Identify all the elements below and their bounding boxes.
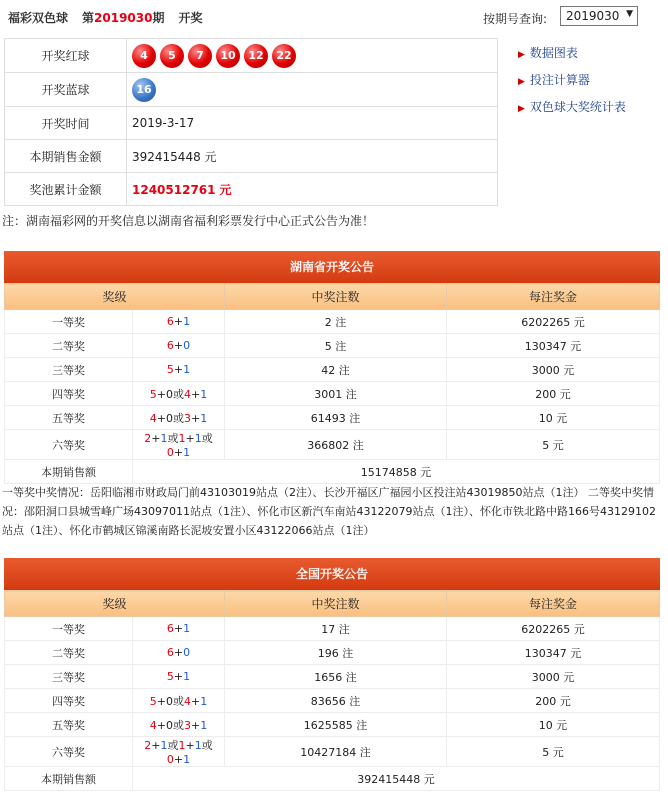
lottery-name: 福彩双色球 [8,11,69,25]
pool-label: 奖池累计金额 [5,173,127,206]
period-select-value: 2019030 [566,9,620,23]
match-rule: 5+0或4+1 [133,382,225,406]
period-suffix: 期 [152,11,165,25]
sales-amount: 392415448 元 [127,140,498,173]
chevron-down-icon: ▼ [626,9,633,19]
link-prize-stats[interactable]: ▶ 双色球大奖统计表 [518,100,626,114]
triangle-right-icon: ▶ [518,77,525,87]
col-header-prize: 每注奖金 [447,591,660,617]
match-rule: 5+0或4+1 [133,689,225,713]
match-rule: 5+1 [133,665,225,689]
red-ball: 10 [216,44,240,68]
sales-row-value: 15174858 元 [133,460,660,484]
winner-details: 一等奖中奖情况：岳阳临湘市财政局门前43103019站点（2注）、长沙开福区广福园小区投注站43019850站点（1注） 二等奖中奖情况：邵阳洞口县城雪峰广场43097011站点（1注）、怀化市区新汽车南站43122079站点（1注）、怀化市铁北路中路166号43129102站点（1注）、怀化市鹤城区锦溪南路长泥坡安置小区43122066站点（1注） [2,486,656,537]
table-row: 三等奖 5+1 42 注 3000 元 [5,358,660,382]
link-data-chart[interactable]: ▶ 数据图表 [518,46,578,60]
col-header-prize: 每注奖金 [447,284,660,310]
top-bar [0,0,668,34]
page-title [8,9,203,26]
table-row: 五等奖 4+0或3+1 61493 注 10 元 [5,406,660,430]
match-rule: 5+1 [133,358,225,382]
match-rule: 2+1或1+1或0+1 [133,737,225,767]
match-rule: 4+0或3+1 [133,406,225,430]
period-number: 2019030 [94,11,153,25]
triangle-right-icon: ▶ [518,104,525,114]
pool-amount: 1240512761 [132,182,216,197]
draw-time-label: 开奖时间 [5,107,127,140]
hunan-section-title: 湖南省开奖公告 [4,251,660,283]
table-row: 三等奖 5+1 1656 注 3000 元 [5,665,660,689]
national-section-title: 全国开奖公告 [4,558,660,590]
col-header-level: 奖级 [5,591,225,617]
red-ball-label: 开奖红球 [5,39,127,73]
table-row: 四等奖 5+0或4+1 3001 注 200 元 [5,382,660,406]
red-ball: 5 [160,44,184,68]
draw-time: 2019-3-17 [127,107,498,140]
sales-row-value: 392415448 元 [133,767,660,791]
table-row: 二等奖 6+0 196 注 130347 元 [5,641,660,665]
table-row: 六等奖 2+1或1+1或0+1 366802 注 5 元 [5,430,660,460]
period-select[interactable] [560,6,638,26]
red-ball: 12 [244,44,268,68]
match-rule: 6+1 [133,617,225,641]
draw-label: 开奖 [178,11,203,25]
triangle-right-icon: ▶ [518,50,525,60]
query-label: 按期号查询: [483,12,548,26]
red-ball: 22 [272,44,296,68]
table-row: 二等奖 6+0 5 注 130347 元 [5,334,660,358]
col-header-count: 中奖注数 [225,591,447,617]
pool-unit: 元 [219,182,232,197]
disclaimer-note: 注：湖南福彩网的开奖信息以湖南省福利彩票发行中心正式公告为准！ [2,214,375,228]
table-row [5,767,660,791]
match-rule: 2+1或1+1或0+1 [133,430,225,460]
blue-ball: 16 [132,78,156,102]
match-rule: 6+1 [133,310,225,334]
hunan-prize-table [4,283,660,484]
table-row: 六等奖 2+1或1+1或0+1 10427184 注 5 元 [5,737,660,767]
side-links [518,44,626,125]
link-calculator[interactable]: ▶ 投注计算器 [518,73,590,87]
table-row: 一等奖 6+1 2 注 6202265 元 [5,310,660,334]
sales-row-label: 本期销售额 [5,767,133,791]
blue-ball-label: 开奖蓝球 [5,73,127,107]
sales-row-label: 本期销售额 [5,460,133,484]
match-rule: 6+0 [133,641,225,665]
red-ball: 4 [132,44,156,68]
col-header-count: 中奖注数 [225,284,447,310]
table-row: 四等奖 5+0或4+1 83656 注 200 元 [5,689,660,713]
table-row [5,460,660,484]
table-row: 一等奖 6+1 17 注 6202265 元 [5,617,660,641]
sales-label: 本期销售金额 [5,140,127,173]
period-prefix: 第 [82,11,95,25]
red-ball: 7 [188,44,212,68]
match-rule: 4+0或3+1 [133,713,225,737]
match-rule: 6+0 [133,334,225,358]
national-prize-table [4,590,660,791]
col-header-level: 奖级 [5,284,225,310]
table-row: 五等奖 4+0或3+1 1625585 注 10 元 [5,713,660,737]
red-balls [127,39,498,73]
draw-info-table [4,38,498,206]
